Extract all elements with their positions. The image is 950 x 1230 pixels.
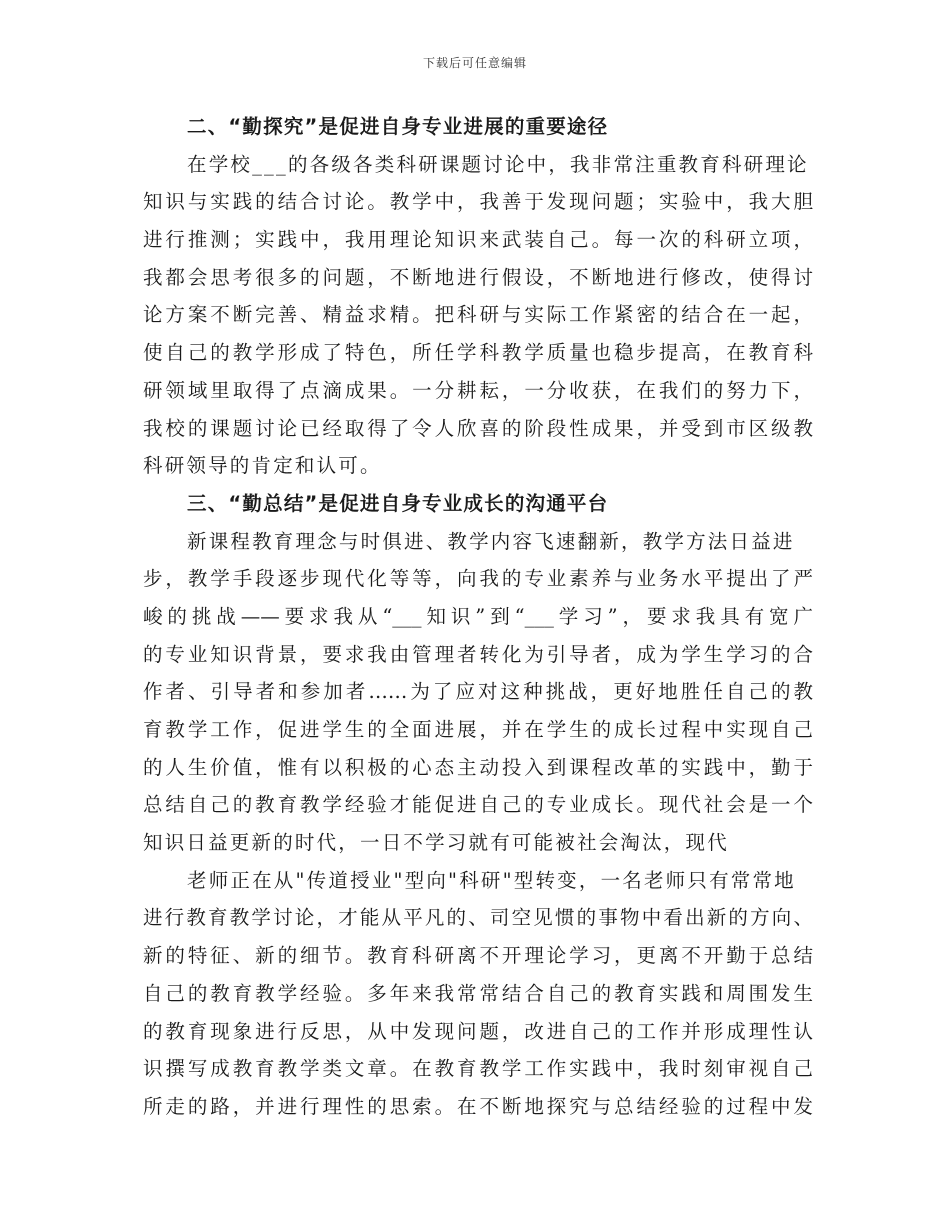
text-line: 我校的课题讨论已经取得了令人欣喜的阶段性成果，并受到市区级教 — [143, 416, 813, 440]
text-line: 的专业知识背景，要求我由管理者转化为引导者，成为学生学习的合 — [143, 642, 813, 666]
text-line: 知识日益更新的时代，一日不学习就有可能被社会淘汰，现代 — [143, 831, 729, 855]
text-line: 的教育现象进行反思，从中发现问题，改进自己的工作并形成理性认 — [143, 1019, 813, 1043]
text-line: 育教学工作，促进学生的全面进展，并在学生的成长过程中实现自己 — [143, 718, 813, 741]
text-line: 老师正在从"传道授业"型向"科研"型转变，一名老师只有常常地 — [187, 868, 796, 892]
text-line: 的人生价值，惟有以积极的心态主动投入到课程改革的实践中，勤于 — [143, 755, 813, 779]
text-line: 峻的挑战——要求我从“___知识”到“___学习”，要求我具有宽广 — [143, 604, 813, 628]
text-line: 论方案不断完善、精益求精。把科研与实际工作紧密的结合在一起， — [143, 303, 813, 327]
page-header: 下载后可任意编辑 — [422, 56, 527, 70]
text-line: 使自己的教学形成了特色，所任学科教学质量也稳步提高，在教育科 — [143, 341, 813, 365]
text-line: 进行教育教学讨论，才能从平凡的、司空见惯的事物中看出新的方向、 — [143, 906, 813, 930]
text-line: 在学校___的各级各类科研课题讨论中，我非常注重教育科研理论 — [187, 152, 809, 176]
text-line: 进行推测；实践中，我用理论知识来武装自己。每一次的科研立项， — [143, 228, 813, 252]
text-line: 总结自己的教育教学经验才能促进自己的专业成长。现代社会是一个 — [143, 793, 813, 817]
document-body — [143, 108, 813, 1126]
text-line: 识撰写成教育教学类文章。在教育教学工作实践中，我时刻审视自己 — [143, 1057, 813, 1081]
text-line: 新的特征、新的细节。教育科研离不开理论学习，更离不开勤于总结 — [143, 944, 813, 968]
text-line: 所走的路，并进行理性的思索。在不断地探究与总结经验的过程中发 — [143, 1094, 813, 1118]
text-line: 研领域里取得了点滴成果。一分耕耘，一分收获，在我们的努力下， — [143, 378, 813, 402]
text-line: 作者、引导者和参加者……为了应对这种挑战，更好地胜任自己的教 — [143, 680, 813, 704]
section-heading: 二、“勤探究”是促进自身专业进展的重要途径 — [187, 115, 609, 138]
text-line: 自己的教育教学经验。多年来我常常结合自己的教育实践和周围发生 — [143, 981, 813, 1005]
text-line: 新课程教育理念与时俱进、教学内容飞速翻新，教学方法日益进 — [187, 529, 795, 553]
text-line: 科研领导的肯定和认可。 — [143, 454, 382, 478]
text-line: 步，教学手段逐步现代化等等，向我的专业素养与业务水平提出了严 — [143, 567, 813, 591]
text-line: 知识与实践的结合讨论。教学中，我善于发现问题；实验中，我大胆 — [143, 190, 813, 214]
text-line: 我都会思考很多的问题，不断地进行假设，不断地进行修改，使得讨 — [143, 265, 813, 289]
section-heading: 三、“勤总结”是促进自身专业成长的沟通平台 — [187, 491, 609, 515]
